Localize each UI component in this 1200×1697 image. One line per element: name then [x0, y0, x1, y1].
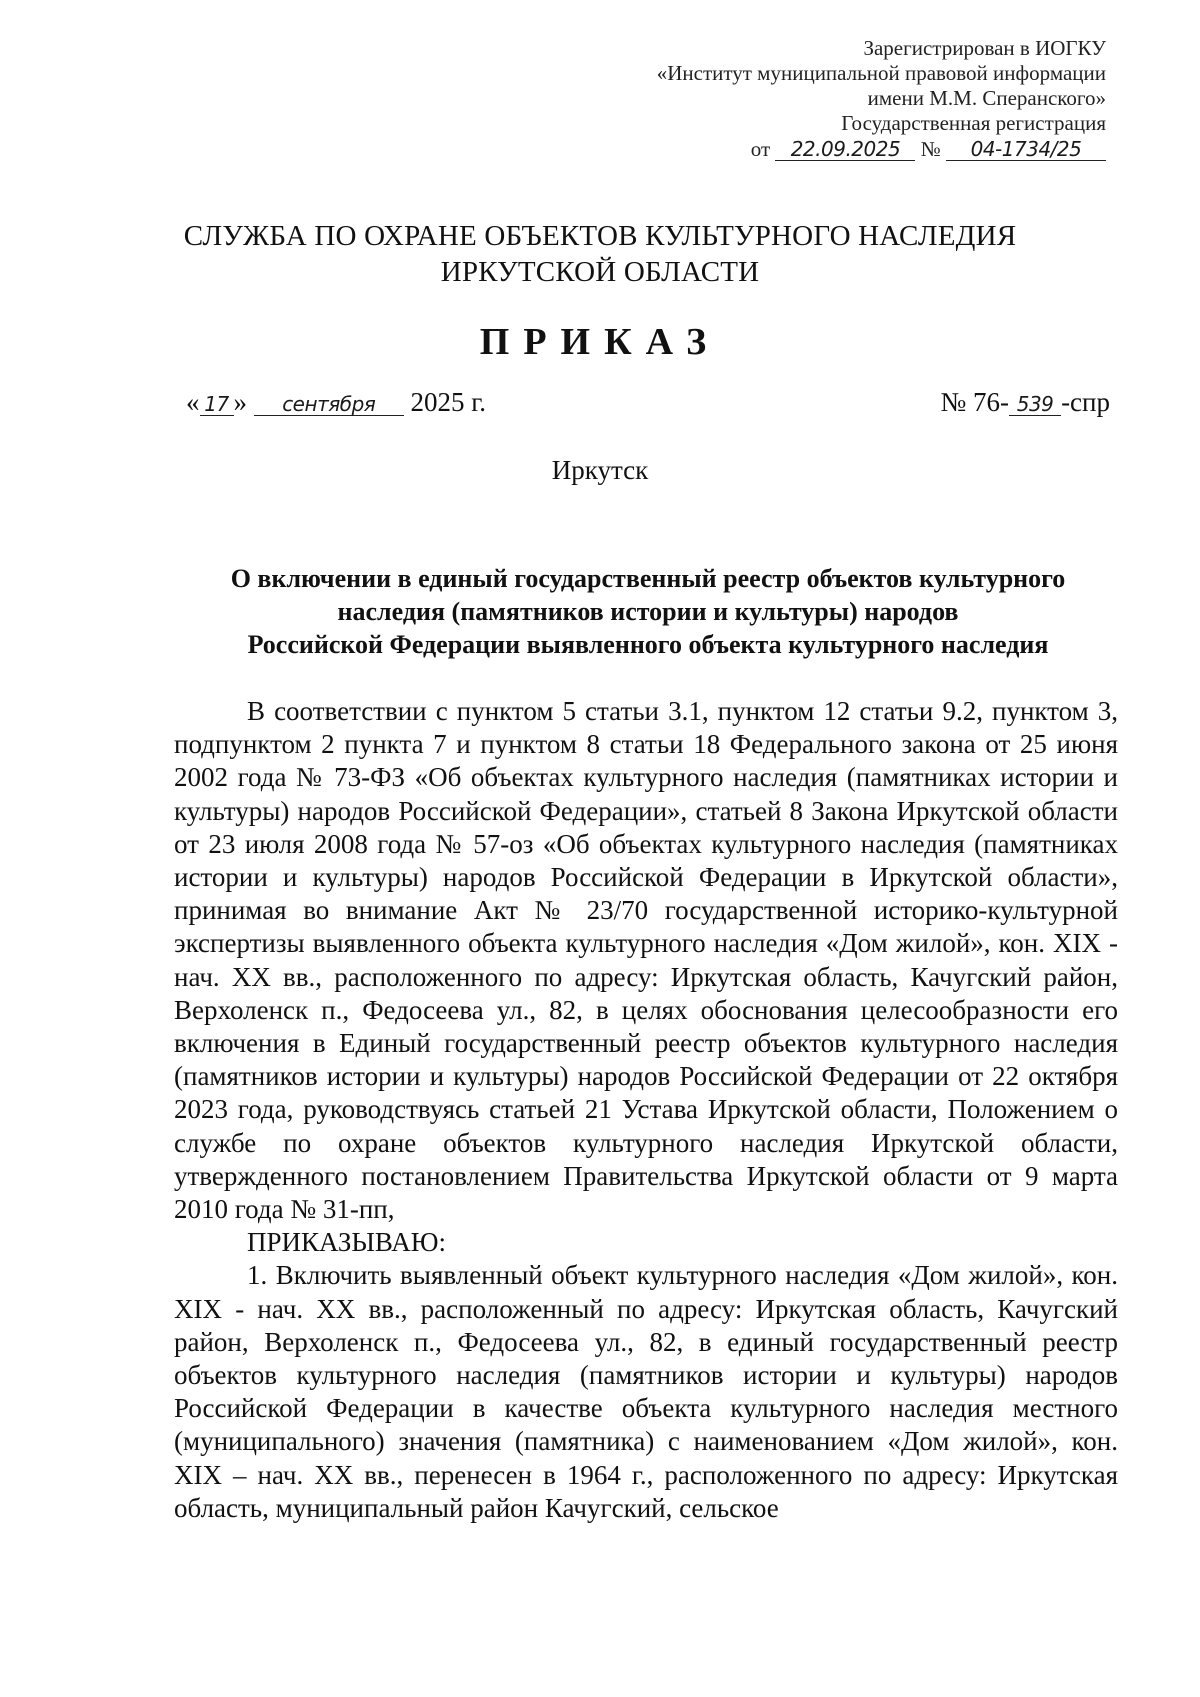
directive-heading: ПРИКАЗЫВАЮ:: [247, 1227, 446, 1258]
order-year: 2025 г.: [410, 387, 487, 417]
registration-line-4: Государственная регистрация: [841, 111, 1106, 135]
registration-line-3: имени М.М. Сперанского»: [867, 86, 1106, 110]
order-day: 17: [200, 393, 234, 416]
preamble-paragraph: В соответствии с пунктом 5 статьи 3.1, пунктом 12 статьи 9.2, пунктом 3, подпунктом 2 пункта 7 и пунктом 8 статьи 18 Федерального закона от 25 июня 2002 года № 73-ФЗ «Об объектах культурного наследия (памятниках истории и культуры) народов Российской Федерации», статьей 8 Закона Иркутской области от 23 июля 2008 года № 57-оз «Об объектах культурного наследия (памятниках истории и культуры) народов Российской Федерации в Иркутской области», принимая во внимание Акт № 23/70 государственной историко-культурной экспертизы выявленного объекта культурного наследия «Дом жилой», кон. XIX - нач. XX вв., расположенного по адресу: Иркутская область, Качугский район, Верхоленск п., Федосеева ул., 82, в целях обоснования целесообразности его включения в Единый государственный реестр объектов культурного наследия (памятников истории и культуры) народов Российской Федерации от 22 октября 2023 года, руководствуясь статьей 21 Устава Иркутской области, Положением о службе по охране объектов культурного наследия Иркутской области, утвержденного постановлением Правительства Иркутской области от 9 марта 2010 года № 31-пп,: [174, 696, 1118, 1225]
order-number: [941, 387, 1110, 418]
date-close-quote: »: [233, 387, 247, 417]
order-title: ПРИКАЗ: [479, 321, 721, 363]
order-body: [174, 695, 1118, 1525]
registration-line-2: «Институт муниципальной правовой информации: [656, 61, 1106, 85]
agency-line-2: ИРКУТСКОЙ ОБЛАСТИ: [440, 256, 760, 288]
registration-date: 22.09.2025: [775, 138, 915, 161]
order-number-handwritten: 539: [1009, 393, 1061, 416]
order-date: [186, 387, 486, 418]
order-date-number-row: [186, 387, 1110, 423]
registration-details: [546, 137, 1106, 162]
agency-name: [0, 218, 1200, 290]
clause-1-paragraph: 1. Включить выявленный объект культурного наследия «Дом жилой», кон. XIX - нач. XX вв., расположенный по адресу: Иркутская область, Качугский район, Верхоленск п., Федосеева ул., 82, в единый государственный реестр объектов культурного наследия (памятников истории и культуры) народов Российской Федерации в качестве объекта культурного наследия местного (муниципального) значения (памятника) с наименованием «Дом жилой», кон. XIX – нач. XX вв., перенесен в 1964 г., расположенного по адресу: Иркутская область, муниципальный район Качугский, сельское: [174, 1260, 1118, 1523]
subject-line-2: наследия (памятников истории и культуры) народов: [337, 597, 959, 626]
registration-line-1: Зарегистрирован в ИОГКУ: [863, 36, 1106, 60]
subject-line-1: О включении в единый государственный реестр объектов культурного: [230, 564, 1066, 593]
registration-stamp: [546, 36, 1106, 162]
date-open-quote: «: [186, 387, 200, 417]
order-month: сентября: [254, 393, 404, 416]
city-name: Иркутск: [551, 455, 649, 485]
registration-number-label: №: [920, 137, 941, 161]
order-number-prefix: № 76-: [940, 387, 1010, 417]
registration-number: 04-1734/25: [946, 138, 1106, 161]
order-number-suffix: -спр: [1061, 387, 1110, 417]
registration-from-label: от: [750, 137, 771, 161]
agency-line-1: СЛУЖБА ПО ОХРАНЕ ОБЪЕКТОВ КУЛЬТУРНОГО НАСЛЕДИЯ: [183, 220, 1017, 252]
order-subject: [180, 562, 1116, 661]
subject-line-3: Российской Федерации выявленного объекта культурного наследия: [247, 630, 1049, 659]
